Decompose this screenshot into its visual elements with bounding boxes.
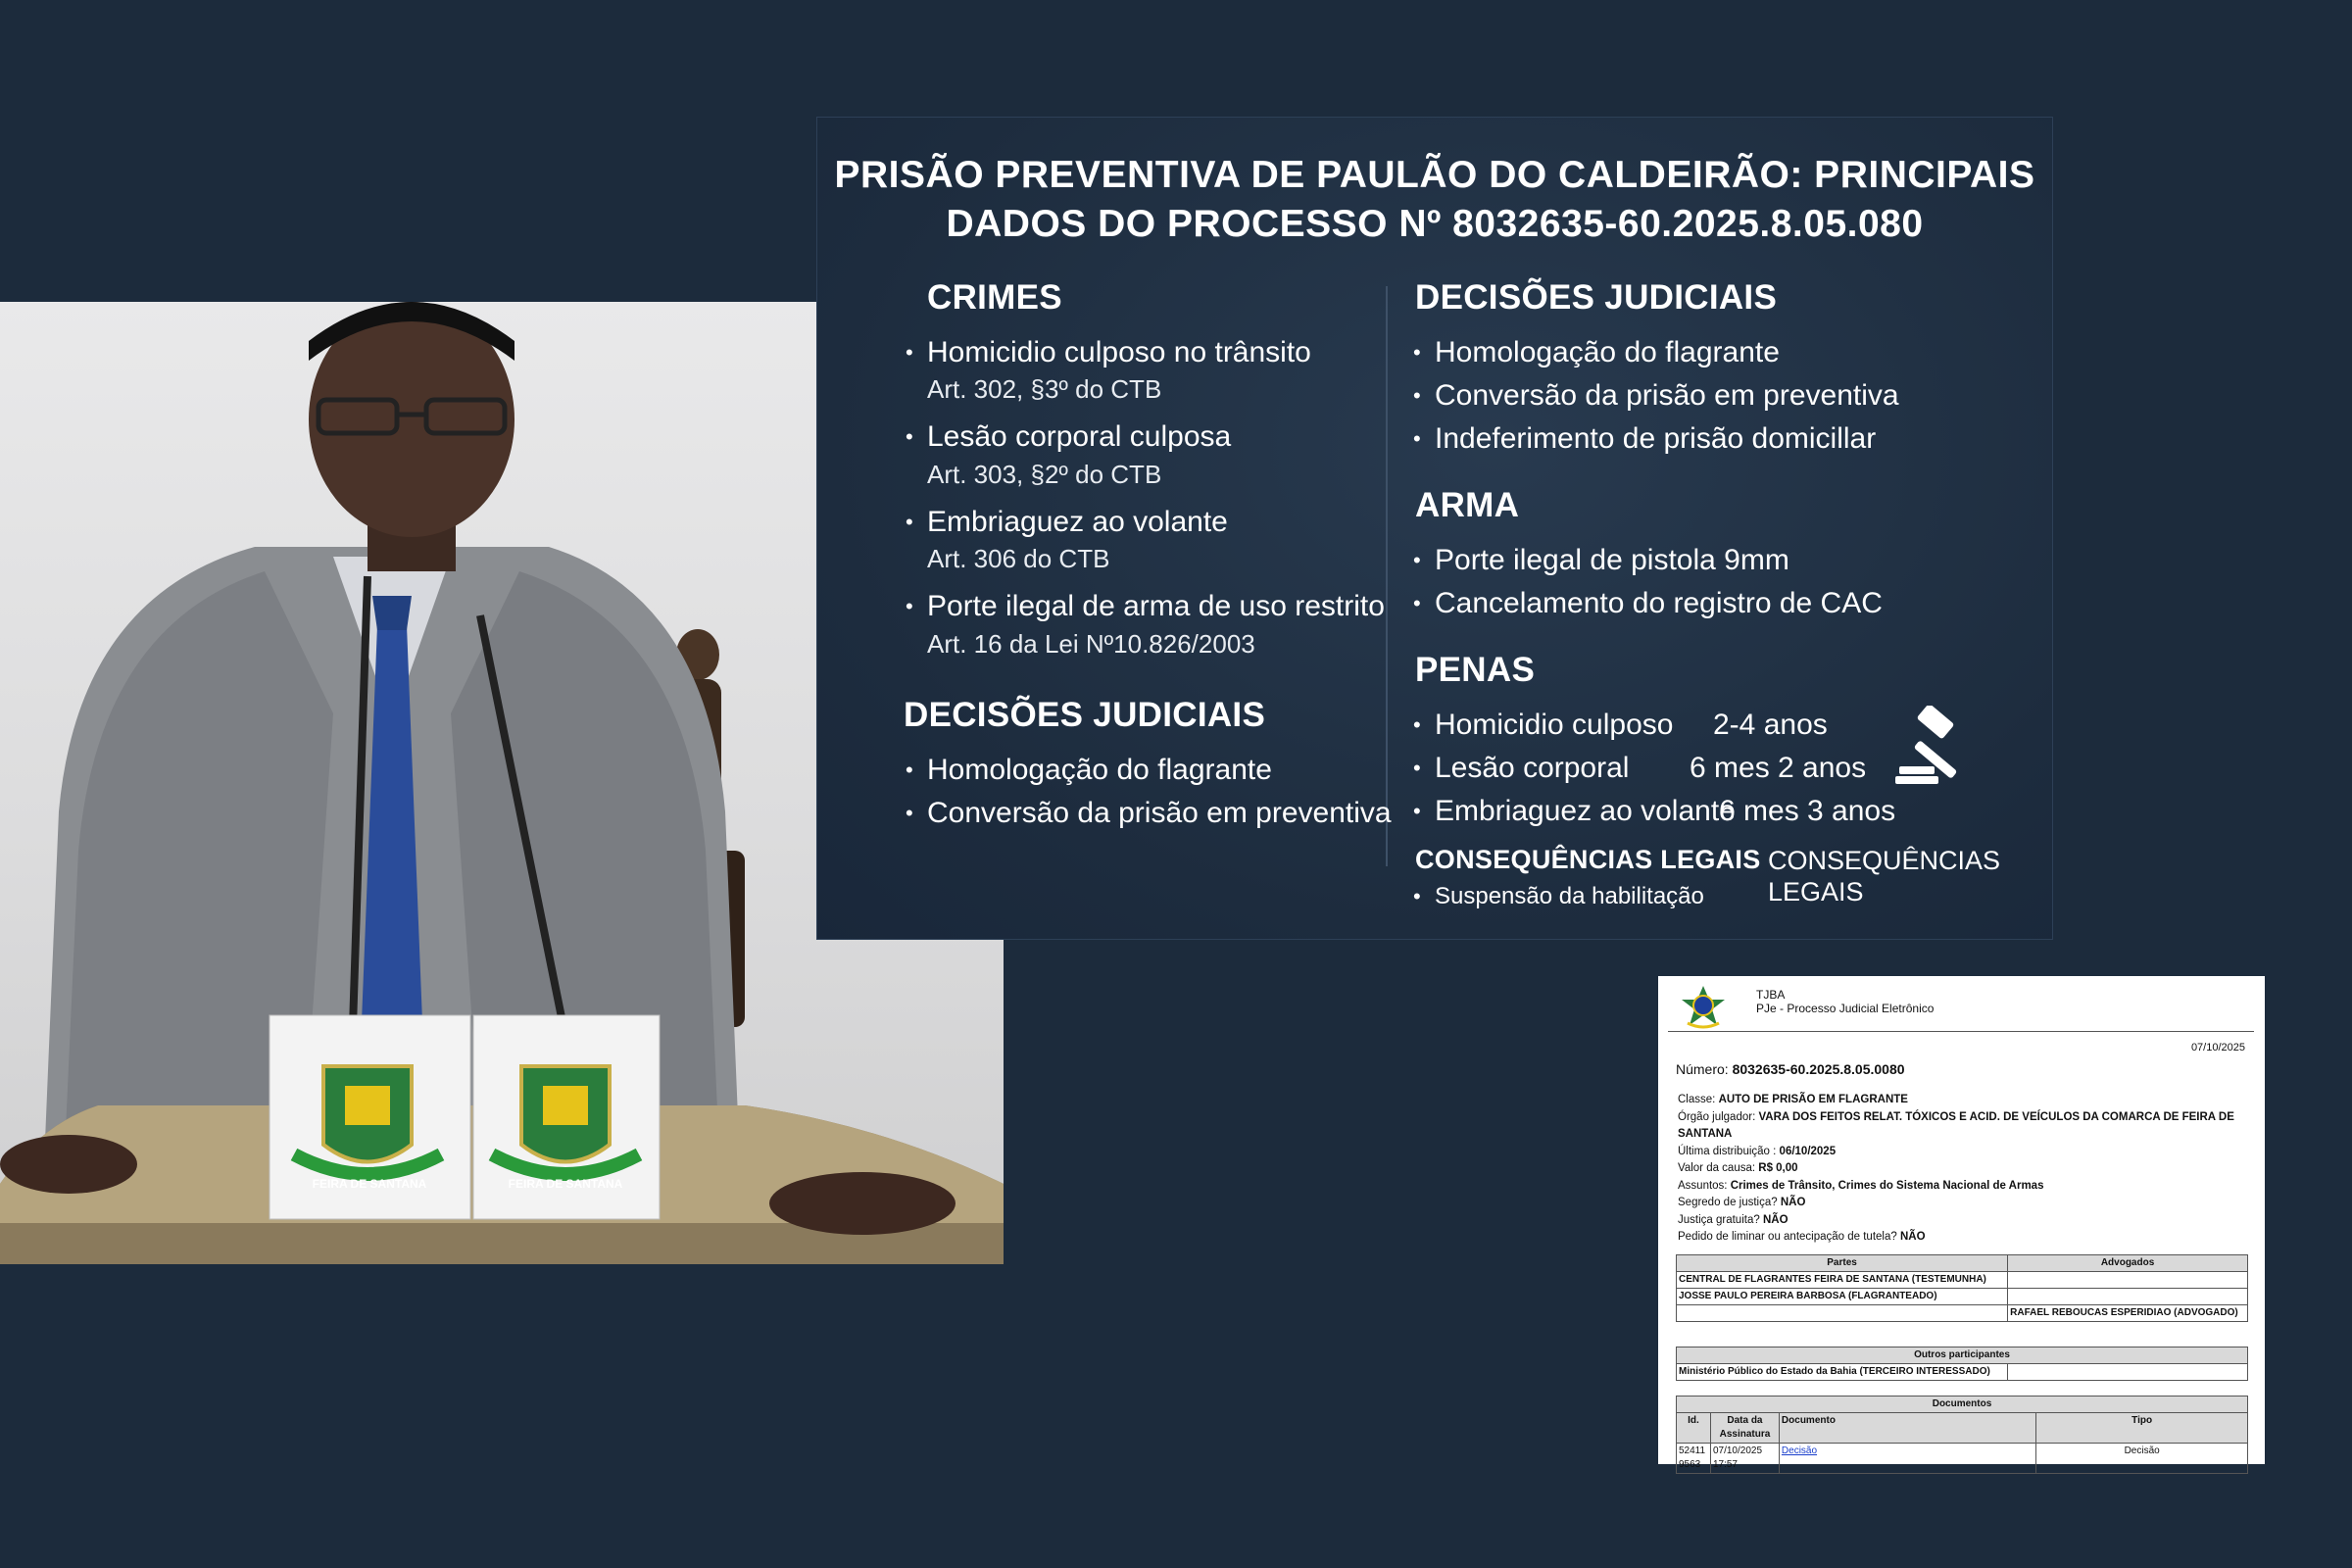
row-id: 52411 9563: [1677, 1444, 1711, 1474]
partes-header: Partes: [1677, 1255, 2008, 1272]
decision-item: • Homologação do flagrante: [1435, 335, 1780, 370]
table-row: [1677, 1289, 2008, 1305]
emblem-caption-left: FEIRA DE SANTANA: [312, 1177, 427, 1191]
court-document: [1658, 976, 2265, 1470]
arma-item: • Cancelamento do registro de CAC: [1435, 586, 1883, 621]
lawyer-name: RAFAEL REBOUCAS ESPERIDIAO (ADVOGADO): [2010, 1307, 2238, 1318]
decision-item: • Homologação do flagrante: [927, 753, 1272, 788]
table-row: [2008, 1272, 2248, 1289]
crime-item: • Embriaguez ao volante: [927, 505, 1228, 540]
table-row: [1677, 1305, 2008, 1322]
gratuita-label: Justiça gratuita?: [1678, 1213, 1760, 1226]
distribuicao-label: Última distribuição :: [1678, 1145, 1777, 1157]
orgao-label: Órgão julgador:: [1678, 1110, 1756, 1123]
penas-heading: PENAS: [1415, 651, 1536, 689]
documentos-header: Documentos: [1677, 1396, 2248, 1413]
crime-ref: Art. 16 da Lei Nº10.826/2003: [927, 629, 1255, 659]
distribuicao-value: 06/10/2025: [1779, 1145, 1837, 1157]
segredo-label: Segredo de justiça?: [1678, 1197, 1778, 1208]
row-data: 07/10/2025 17:57: [1710, 1444, 1779, 1474]
gavel-icon: [1891, 706, 1980, 794]
advogados-header: Advogados: [2008, 1255, 2248, 1272]
party-name: CENTRAL DE FLAGRANTES FEIRA DE SANTANA (TESTEMUNHA): [1679, 1274, 1986, 1285]
valor-value: R$ 0,00: [1758, 1162, 1798, 1174]
consequences-side-line-1: CONSEQUÊNCIAS: [1768, 846, 2001, 875]
col-tipo: Tipo: [2036, 1413, 2248, 1444]
liminar-value: NÃO: [1899, 1231, 1926, 1243]
pena-value: 6 mes 3 anos: [1719, 795, 1896, 827]
classe-value: AUTO DE PRISÃO EM FLAGRANTE: [1718, 1094, 1908, 1105]
outros-header: Outros participantes: [1677, 1348, 2248, 1364]
process-metadata: [1678, 1092, 2246, 1247]
infographic-title: [817, 151, 2052, 249]
segredo-value: NÃO: [1780, 1197, 1806, 1208]
decision-item: • Conversão da prisão em preventiva: [927, 796, 1392, 831]
emblem-caption-right: FEIRA DE SANTANA: [508, 1177, 623, 1191]
crime-ref: Art. 302, §3º do CTB: [927, 374, 1162, 404]
decisions-right-heading: DECISÕES JUDICIAIS: [1415, 278, 1778, 317]
brasil-coat-of-arms-icon: [1680, 984, 1727, 1031]
document-header: [1668, 982, 2254, 1032]
numero-label: Número:: [1676, 1061, 1729, 1077]
pena-value: 2-4 anos: [1713, 709, 1828, 741]
party-name: JOSSE PAULO PEREIRA BARBOSA (FLAGRANTEADO): [1679, 1291, 1937, 1301]
document-org: [1756, 988, 1934, 1015]
numero-value: 8032635-60.2025.8.05.0080: [1732, 1061, 1905, 1077]
org-line-2: PJe - Processo Judicial Eletrônico: [1756, 1002, 1935, 1015]
row-documento: [1779, 1444, 2035, 1474]
assuntos-value: Crimes de Trânsito, Crimes do Sistema Nacional de Armas: [1730, 1179, 2044, 1192]
column-divider: [1386, 286, 1388, 866]
liminar-label: Pedido de liminar ou antecipação de tutela?: [1678, 1231, 1897, 1243]
decision-item: • Indeferimento de prisão domicillar: [1435, 421, 1876, 457]
assuntos-label: Assuntos:: [1678, 1179, 1728, 1192]
pena-label: • Lesão corporal: [1435, 751, 1629, 786]
outro-name: Ministério Público do Estado da Bahia (TERCEIRO INTERESSADO): [1679, 1366, 1990, 1377]
decisao-link[interactable]: Decisão: [1781, 1446, 1818, 1456]
classe-label: Classe:: [1678, 1094, 1716, 1105]
table-row: [1677, 1364, 2008, 1381]
consequences-heading: CONSEQUÊNCIAS LEGAIS: [1415, 845, 1761, 874]
arma-item: • Porte ilegal de pistola 9mm: [1435, 543, 1789, 578]
case-infographic: [817, 118, 2052, 939]
table-row: [2008, 1364, 2248, 1381]
crime-item: • Homicidio culposo no trânsito: [927, 335, 1311, 370]
crime-item: • Lesão corporal culposa: [927, 419, 1231, 455]
pena-value: 6 mes 2 anos: [1690, 752, 1867, 784]
document-date: 07/10/2025: [2190, 1042, 2245, 1054]
org-line-1: TJBA: [1756, 988, 1786, 1002]
table-row: [2008, 1289, 2248, 1305]
crime-item: • Porte ilegal de arma de uso restrito: [927, 589, 1385, 624]
consequences-side-label: [1768, 845, 2000, 907]
crime-ref: Art. 303, §2º do CTB: [927, 460, 1162, 489]
decision-item: • Conversão da prisão em preventiva: [1435, 378, 1899, 414]
crime-ref: Art. 306 do CTB: [927, 544, 1110, 573]
outros-table: [1676, 1347, 2248, 1381]
pena-label: • Homicidio culposo: [1435, 708, 1673, 743]
pena-label: • Embriaguez ao volante: [1435, 794, 1736, 829]
process-number: [1676, 1062, 1905, 1076]
table-row: [2008, 1305, 2248, 1322]
title-line-1: PRISÃO PREVENTIVA DE PAULÃO DO CALDEIRÃO: PRINCIPAIS: [834, 154, 2035, 196]
table-row: [1677, 1272, 2008, 1289]
consequences-side-line-2: LEGAIS: [1768, 877, 1864, 906]
documentos-table: [1676, 1396, 2248, 1474]
col-id: Id.: [1677, 1413, 1711, 1444]
col-data: Data da Assinatura: [1710, 1413, 1779, 1444]
decisions-left-heading: DECISÕES JUDICIAIS: [904, 696, 1266, 734]
valor-label: Valor da causa:: [1678, 1162, 1756, 1174]
arma-heading: ARMA: [1415, 486, 1520, 524]
title-line-2: DADOS DO PROCESSO Nº 8032635-60.2025.8.05.080: [946, 203, 1924, 245]
partes-table: [1676, 1254, 2248, 1322]
col-documento: Documento: [1779, 1413, 2035, 1444]
orgao-value: VARA DOS FEITOS RELAT. TÓXICOS E ACID. DE VEÍCULOS DA COMARCA DE FEIRA DE SANTANA: [1678, 1110, 2234, 1140]
gratuita-value: NÃO: [1762, 1213, 1788, 1226]
consequence-item: • Suspensão da habilitação: [1435, 882, 1704, 911]
row-tipo: Decisão: [2036, 1444, 2248, 1474]
crimes-heading: CRIMES: [927, 278, 1062, 317]
